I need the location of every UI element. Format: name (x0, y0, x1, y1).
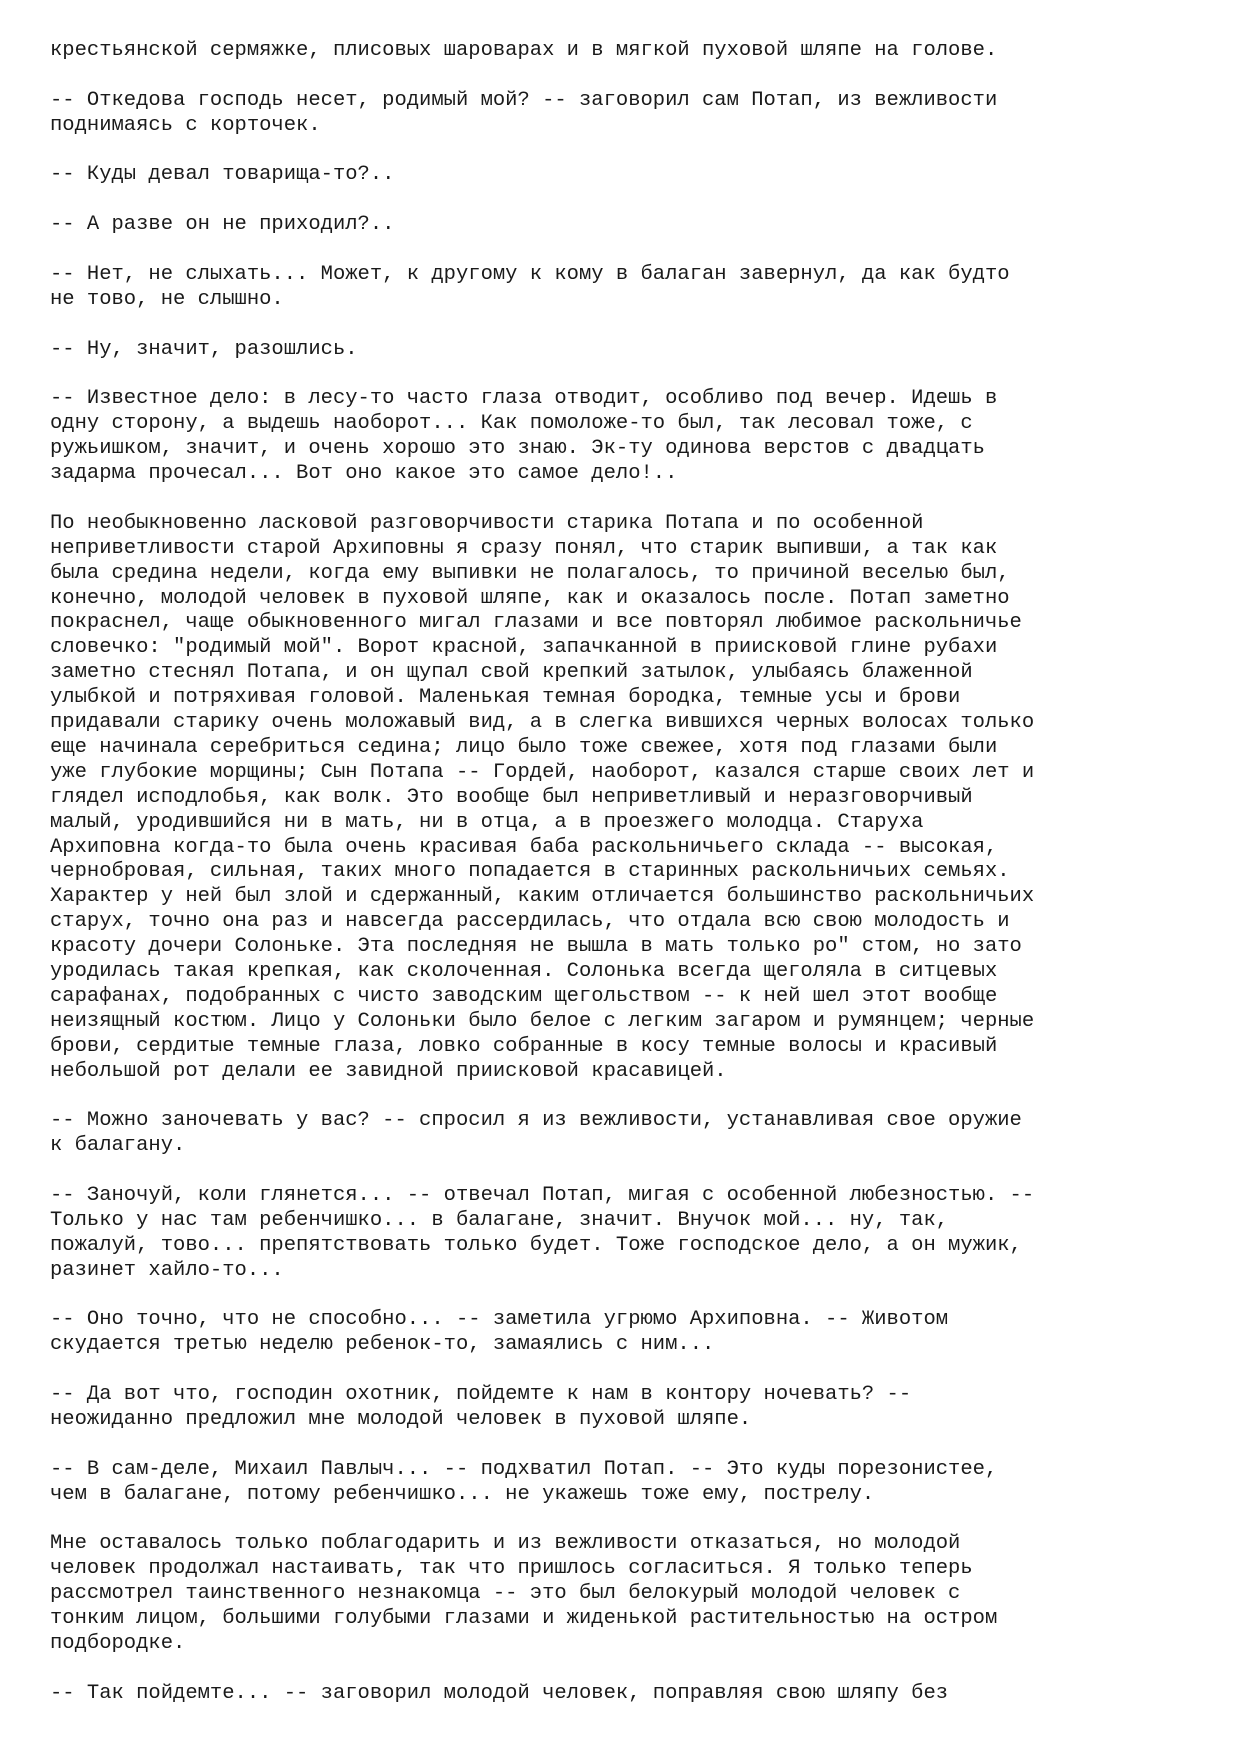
text-line: улыбкой и потряхивая головой. Маленькая темная бородка, темные усы и брови (50, 686, 961, 710)
paragraph-gap (50, 1657, 1200, 1682)
paragraph-gap (50, 139, 1200, 164)
text-line: -- Нет, не слыхать... Может, к другому к кому в балаган завернул, да как будто (50, 263, 1010, 287)
paragraph (50, 89, 1200, 139)
paragraph-gap (50, 1508, 1200, 1533)
text-line: конечно, молодой человек в пуховой шляпе, как и оказалось после. Потап заметно (50, 586, 1010, 610)
text-line: Характер у ней был злой и сдержанный, каким отличается большинство раскольничьих (50, 885, 1035, 909)
text-line: Архиповна когда-то была очень красивая баба раскольничьего склада -- высокая, (50, 835, 998, 859)
text-line: одну сторону, а выдешь наоборот... Как помоложе-то был, так лесовал тоже, с (50, 412, 973, 436)
paragraph (50, 1383, 1200, 1433)
paragraph (50, 1458, 1200, 1508)
text-line: подбородке. (50, 1632, 186, 1655)
paragraph (50, 1532, 1200, 1656)
text-line: к балагану. (50, 1134, 186, 1158)
text-line: человек продолжал настаивать, так что пришлось согласиться. Я только теперь (50, 1557, 973, 1581)
paragraph-gap (50, 238, 1200, 263)
text-line: старух, точно она раз и навсегда рассердилась, что отдала всю свою молодость и (50, 910, 1010, 934)
text-line: не тово, не слышно. (50, 287, 284, 311)
text-line: Мне оставалось только поблагодарить и из вежливости отказаться, но молодой (50, 1532, 961, 1556)
text-line: -- Заночуй, коли глянется... -- отвечал Потап, мигая с особенной любезностью. -- (50, 1183, 1035, 1207)
paragraph-gap (50, 1358, 1200, 1383)
text-line: задарма прочесал... Вот оно какое это самое дело!.. (50, 462, 678, 486)
paragraph-gap (50, 487, 1200, 512)
text-line: была средина недели, когда ему выпивки не полагалось, то причиной веселью был, (50, 561, 1010, 585)
paragraph (50, 1184, 1200, 1284)
text-line: неожиданно предложил мне молодой человек в пуховой шляпе. (50, 1407, 752, 1431)
paragraph (50, 263, 1200, 313)
text-line: красоту дочери Солоньке. Эта последняя не вышла в мать только ро" стом, но зато (50, 935, 1022, 959)
paragraph-gap (50, 1284, 1200, 1309)
text-line: пожалуй, тово... препятствовать только будет. Тоже господское дело, а он мужик, (50, 1233, 1022, 1257)
text-line: чернобровая, сильная, таких много попадается в старинных раскольничьих семьях. (50, 860, 1010, 884)
paragraph (50, 1308, 1200, 1358)
text-line: заметно стеснял Потапа, и он щупал свой крепкий затылок, улыбаясь блаженной (50, 661, 973, 685)
text-line: По необыкновенно ласковой разговорчивости старика Потапа и по особенной (50, 511, 924, 535)
text-line: -- Да вот что, господин охотник, пойдемте к нам в контору ночевать? -- (50, 1383, 912, 1407)
text-line: уродилась такая крепкая, как сколоченная. Солонька всегда щеголяла в ситцевых (50, 959, 998, 983)
paragraph-gap (50, 313, 1200, 338)
text-line: -- А разве он не приходил?.. (50, 213, 395, 237)
text-line: придавали старику очень моложавый вид, а в слегка вившихся черных волосах только (50, 711, 1035, 735)
text-line: еще начинала серебриться седина; лицо было тоже свежее, хотя под глазами были (50, 735, 998, 759)
text-line: Только у нас там ребенчишко... в балагане, значит. Внучок мой... ну, так, (50, 1208, 949, 1232)
paragraph (50, 512, 1200, 1084)
text-line: глядел исподлобья, как волк. Это вообще был неприветливый и неразговорчивый (50, 785, 973, 809)
paragraph (50, 1109, 1200, 1159)
text-line: сарафанах, подобранных с чисто заводским щегольством -- к ней шел этот вообще (50, 984, 998, 1008)
text-line: -- Оно точно, что не способно... -- заметила угрюмо Архиповна. -- Животом (50, 1308, 949, 1332)
text-line: -- Известное дело: в лесу-то часто глаза отводит, особливо под вечер. Идешь в (50, 387, 998, 411)
text-line: брови, сердитые темные глаза, ловко собранные в косу темные волосы и красивый (50, 1034, 998, 1058)
text-line: поднимаясь с корточек. (50, 113, 321, 137)
text-line: чем в балагане, потому ребенчишко... не укажешь тоже ему, пострелу. (50, 1482, 875, 1506)
text-line: неизящный костюм. Лицо у Солоньки было белое с легким загаром и румянцем; черные (50, 1009, 1035, 1033)
text-line: словечко: "родимый мой". Ворот красной, запачканной в приисковой глине рубахи (50, 636, 998, 660)
text-line: разинет хайло-то... (50, 1258, 284, 1282)
document-page (50, 39, 1200, 1707)
text-line: небольшой рот делали ее завидной приисковой красавицей. (50, 1059, 727, 1083)
text-line: -- В сам-деле, Михаил Павлыч... -- подхватил Потап. -- Это куды порезонистее, (50, 1457, 998, 1481)
text-line: -- Куды девал товарища-то?.. (50, 163, 395, 187)
paragraph (50, 213, 1200, 238)
text-line: уже глубокие морщины; Сын Потапа -- Гордей, наоборот, казался старше своих лет и (50, 760, 1035, 784)
text-line: тонким лицом, большими голубыми глазами и жиденькой растительностью на остром (50, 1607, 998, 1631)
paragraph (50, 39, 1200, 64)
text-line: неприветливости старой Архиповны я сразу понял, что старик выпивши, а так как (50, 536, 998, 560)
paragraph (50, 163, 1200, 188)
text-line: рассмотрел таинственного незнакомца -- это был белокурый молодой человек с (50, 1582, 961, 1606)
paragraph-gap (50, 1433, 1200, 1458)
paragraph (50, 1682, 1200, 1707)
paragraph-gap (50, 64, 1200, 89)
text-line: крестьянской сермяжке, плисовых шароварах и в мягкой пуховой шляпе на голове. (50, 39, 998, 62)
paragraph (50, 338, 1200, 363)
paragraph (50, 387, 1200, 487)
paragraph-gap (50, 1159, 1200, 1184)
text-line: покраснел, чаще обыкновенного мигал глазами и все повторял любимое раскольничье (50, 611, 1022, 635)
paragraph-gap (50, 188, 1200, 213)
paragraph-gap (50, 1084, 1200, 1109)
text-line: -- Откедова господь несет, родимый мой? -- заговорил сам Потап, из вежливости (50, 88, 998, 112)
text-line: -- Можно заночевать у вас? -- спросил я из вежливости, устанавливая свое оружие (50, 1109, 1022, 1133)
text-line: ружьишком, значит, и очень хорошо это знаю. Эк-ту одинова верстов с двадцать (50, 437, 985, 461)
text-line: -- Так пойдемте... -- заговорил молодой человек, поправляя свою шляпу без (50, 1681, 949, 1705)
paragraph-gap (50, 363, 1200, 388)
text-line: скудается третью неделю ребенок-то, замаялись с ним... (50, 1333, 715, 1357)
text-line: -- Ну, значит, разошлись. (50, 337, 358, 361)
text-line: малый, уродившийся ни в мать, ни в отца, а в проезжего молодца. Старуха (50, 810, 924, 834)
